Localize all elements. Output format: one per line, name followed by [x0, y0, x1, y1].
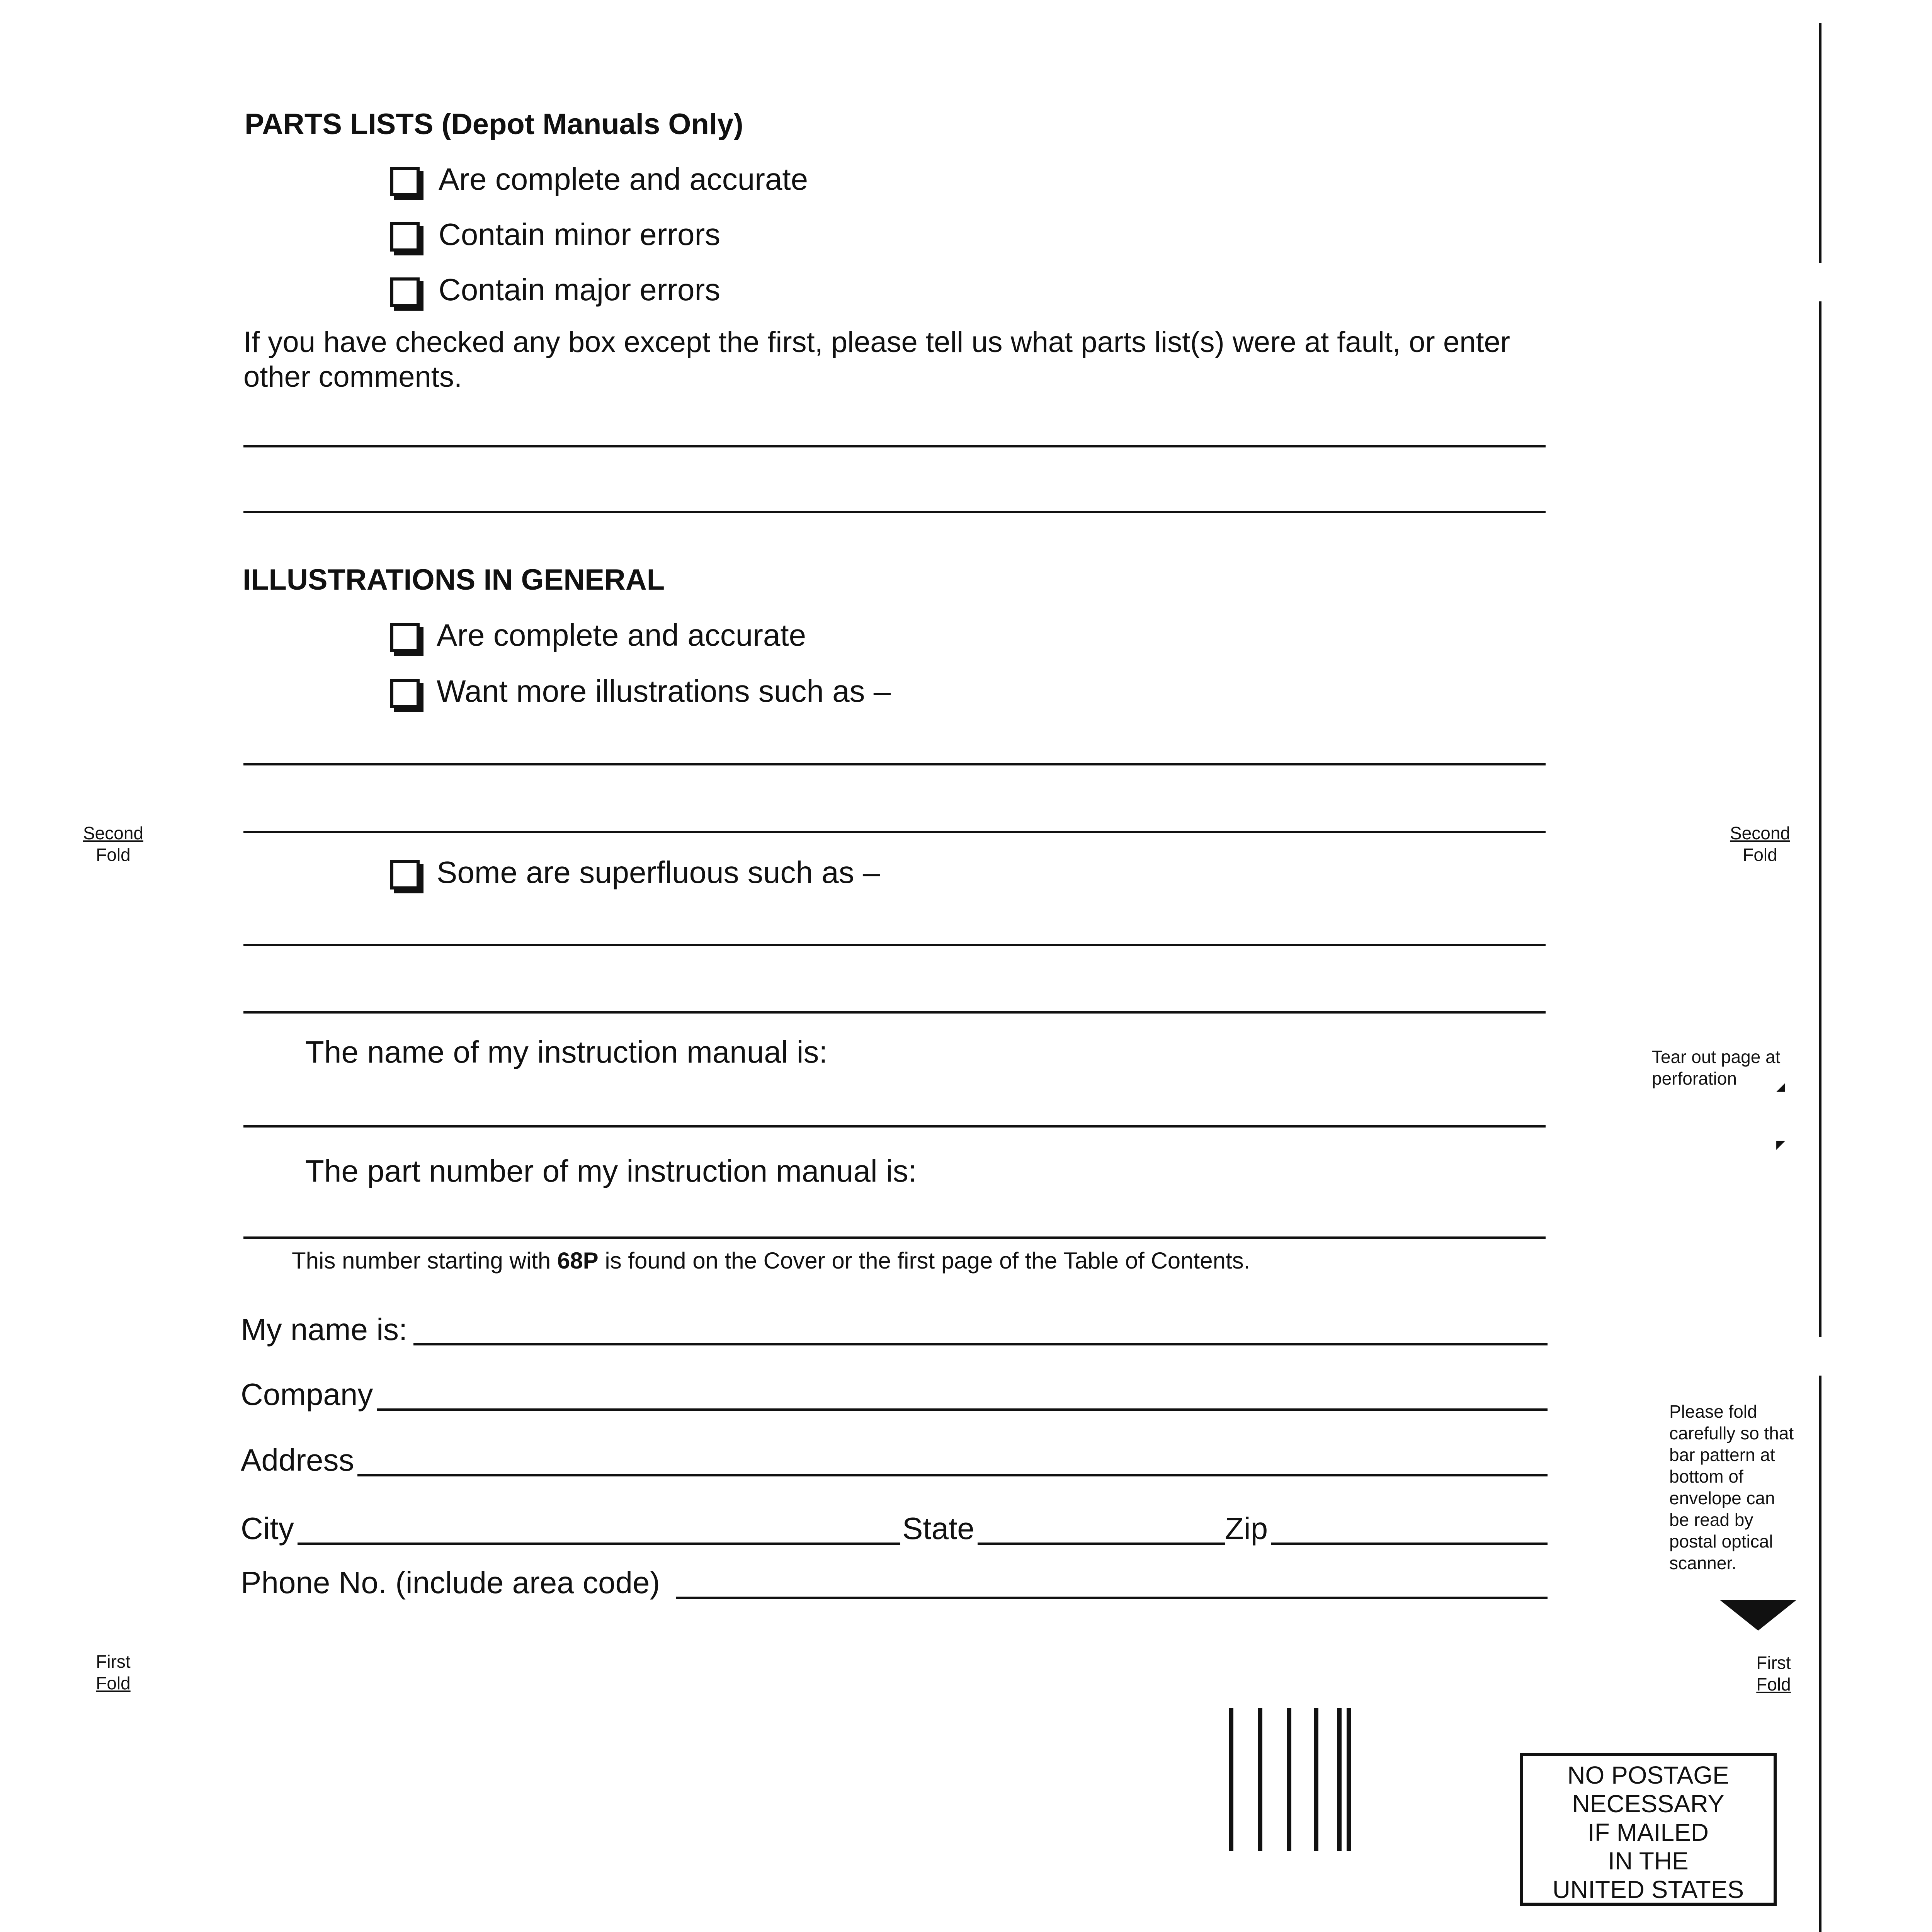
fim-bar-1 — [1229, 1708, 1233, 1851]
no-postage-box — [1520, 1753, 1777, 1906]
postage-line-4: IN THE — [1608, 1847, 1689, 1875]
illustrations-more-line-2[interactable] — [243, 831, 1546, 833]
illustrations-superfluous-line-2[interactable] — [243, 1011, 1546, 1014]
city-label: City — [241, 1511, 294, 1546]
checkbox-illustrations-superfluous[interactable] — [390, 860, 420, 889]
parts-instructions-line1: If you have checked any box except the first, please tell us what parts list(s) were at fault, or enter — [243, 326, 1510, 359]
second-fold-left-word2: Fold — [96, 845, 131, 865]
illustrations-more-line-1[interactable] — [243, 763, 1546, 765]
checkbox-illustrations-complete[interactable] — [390, 623, 420, 652]
address-label: Address — [241, 1443, 354, 1477]
parts-comment-line-1[interactable] — [243, 445, 1546, 447]
illustrations-heading: ILLUSTRATIONS IN GENERAL — [243, 563, 665, 596]
parts-option-complete-label: Are complete and accurate — [439, 162, 808, 196]
fim-bar-4 — [1314, 1708, 1318, 1851]
second-fold-right — [1727, 822, 1793, 866]
postage-line-1: NO POSTAGE — [1567, 1761, 1729, 1789]
zip-field[interactable] — [1271, 1543, 1548, 1545]
state-label: State — [902, 1511, 975, 1546]
address-field[interactable] — [357, 1474, 1548, 1476]
parts-lists-heading: PARTS LISTS (Depot Manuals Only) — [245, 108, 743, 141]
parts-option-major-label: Contain major errors — [439, 272, 721, 307]
checkbox-parts-major-errors[interactable] — [390, 277, 420, 307]
tear-arrow-down-icon: ◤ — [1776, 1138, 1786, 1151]
first-fold-right-word2: Fold — [1756, 1674, 1791, 1694]
my-name-field[interactable] — [413, 1343, 1548, 1345]
fold-note-line-4: bottom of — [1669, 1466, 1743, 1486]
illustrations-superfluous-line-1[interactable] — [243, 944, 1546, 946]
fim-bar-2 — [1258, 1708, 1262, 1851]
first-fold-left-word1: First — [96, 1651, 131, 1672]
part-number-note-suffix: is found on the Cover or the first page of the Table of Contents. — [598, 1248, 1250, 1274]
fim-bar-3 — [1287, 1708, 1291, 1851]
first-fold-left — [80, 1651, 146, 1694]
postage-line-2: NECESSARY — [1572, 1790, 1725, 1818]
fold-note-line-2: carefully so that — [1669, 1423, 1794, 1443]
illustrations-option-superfluous-label: Some are superfluous such as – — [437, 855, 880, 889]
parts-comment-line-2[interactable] — [243, 511, 1546, 513]
fim-bar-5 — [1337, 1708, 1342, 1851]
fim-bar-6 — [1347, 1708, 1351, 1851]
first-fold-right-word1: First — [1756, 1653, 1791, 1673]
second-fold-left — [80, 822, 146, 866]
fold-note-line-1: Please fold — [1669, 1401, 1757, 1422]
checkbox-illustrations-more[interactable] — [390, 679, 420, 708]
fold-note-line-3: bar pattern at — [1669, 1445, 1775, 1465]
manual-name-line[interactable] — [243, 1125, 1546, 1128]
state-field[interactable] — [978, 1543, 1225, 1545]
checkbox-parts-minor-errors[interactable] — [390, 222, 420, 252]
perforation-line-middle — [1819, 301, 1821, 1337]
my-name-label: My name is: — [241, 1312, 408, 1347]
part-number-note — [292, 1247, 1250, 1274]
parts-option-minor-label: Contain minor errors — [439, 217, 721, 252]
first-fold-left-word2: Fold — [96, 1673, 131, 1693]
tear-arrow-up-icon: ◢ — [1776, 1080, 1786, 1093]
tear-out-note — [1652, 1046, 1780, 1089]
city-field[interactable] — [298, 1543, 900, 1545]
fold-note-line-8: scanner. — [1669, 1553, 1736, 1573]
parts-instructions-line2: other comments. — [243, 361, 462, 393]
phone-field[interactable] — [676, 1597, 1548, 1599]
checkbox-parts-complete[interactable] — [390, 167, 420, 196]
company-label: Company — [241, 1377, 373, 1412]
second-fold-right-word2: Fold — [1743, 845, 1777, 865]
fold-note-line-7: postal optical — [1669, 1531, 1773, 1551]
postage-line-5: UNITED STATES — [1552, 1876, 1744, 1903]
perforation-line-top — [1819, 23, 1821, 263]
manual-part-number-label: The part number of my instruction manual is: — [305, 1154, 917, 1188]
part-number-note-prefix-code: 68P — [557, 1248, 599, 1274]
fold-note-line-6: be read by — [1669, 1510, 1753, 1530]
fold-note-line-5: envelope can — [1669, 1488, 1775, 1508]
tear-out-line1: Tear out page at — [1652, 1047, 1781, 1067]
manual-part-number-line[interactable] — [243, 1236, 1546, 1239]
fold-instructions — [1669, 1401, 1794, 1574]
part-number-note-prefix: This number starting with — [292, 1248, 557, 1274]
zip-label: Zip — [1225, 1511, 1268, 1546]
manual-name-label: The name of my instruction manual is: — [305, 1035, 828, 1069]
tear-out-line2: perforation — [1652, 1068, 1737, 1088]
illustrations-option-more-label: Want more illustrations such as – — [437, 674, 891, 708]
first-fold-right — [1747, 1652, 1801, 1695]
illustrations-option-complete-label: Are complete and accurate — [437, 618, 806, 652]
second-fold-right-word1: Second — [1730, 823, 1790, 843]
company-field[interactable] — [377, 1408, 1548, 1411]
perforation-line-bottom — [1819, 1376, 1821, 1932]
phone-label: Phone No. (include area code) — [241, 1565, 660, 1600]
arrow-down-icon — [1719, 1600, 1797, 1634]
postage-line-3: IF MAILED — [1588, 1818, 1709, 1846]
second-fold-left-word1: Second — [83, 823, 143, 843]
